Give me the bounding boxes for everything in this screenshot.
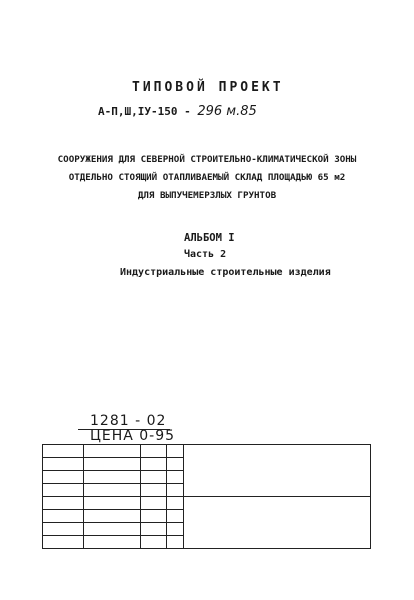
stamp-cell [141,471,167,484]
stamp-cell [43,458,84,471]
title-line-2: ОТДЕЛЬНО СТОЯЩИЙ ОТАПЛИВАЕМЫЙ СКЛАД ПЛОЩАДЬЮ 65 м2 [68,172,346,183]
stamp-cell [167,458,184,471]
stamp-cell [43,484,84,497]
stamp-cell [167,523,184,536]
stamp-cell [141,484,167,497]
stamp-cell [84,445,141,458]
stamp-cell [167,484,184,497]
project-code [98,104,257,119]
album-description: Индустриальные строительные изделия [120,267,331,278]
stamp-cell [43,497,84,510]
title-line-3: ДЛЯ ВЫПУЧЕМЕРЗЛЫХ ГРУНТОВ [137,190,277,201]
stamp-big-cell-bottom [184,497,371,549]
album-label: АЛЬБОМ I [184,232,235,244]
album-part: Часть 2 [184,249,227,260]
price-label: ЦЕНА 0-95 [90,428,176,444]
stamp-cell [84,497,141,510]
stamp-cell [141,497,167,510]
stamp-cell [84,536,141,549]
stamp-cell [84,510,141,523]
stamp-cell [167,510,184,523]
stamp-cell [43,523,84,536]
title-block-stamp [42,444,371,549]
stamp-cell [43,471,84,484]
stamp-cell [84,523,141,536]
stamp-cell [43,445,84,458]
stamp-cell [84,471,141,484]
stamp-cell [141,445,167,458]
stamp-big-cell-top [184,445,371,497]
stamp-cell [141,536,167,549]
stamp-cell [84,484,141,497]
stamp-cell [43,510,84,523]
stamp-cell [167,445,184,458]
project-type: ТИПОВОЙ ПРОЕКТ [132,80,284,95]
stamp-cell [43,536,84,549]
stamp-cell [141,458,167,471]
stamp-cell [84,458,141,471]
project-code-handwritten: 296 м.85 [197,104,257,119]
stamp-cell [167,497,184,510]
order-number: 1281 - 02 [90,413,167,429]
project-code-printed: А-П,Ш,IУ-150 - [98,105,191,118]
stamp-cell [141,523,167,536]
stamp-cell [167,471,184,484]
stamp-cell [167,536,184,549]
title-line-1: СООРУЖЕНИЯ ДЛЯ СЕВЕРНОЙ СТРОИТЕЛЬНО-КЛИМАТИЧЕСКОЙ ЗОНЫ [57,154,357,165]
stamp-cell [141,510,167,523]
